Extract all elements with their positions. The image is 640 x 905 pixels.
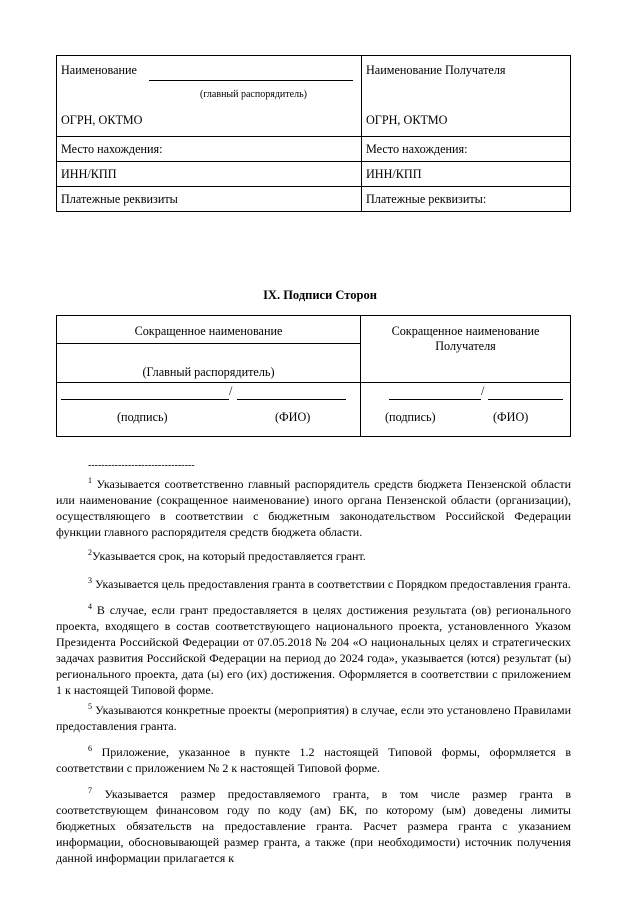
grantor-sign-line xyxy=(61,385,229,400)
grantor-name-caption: (главный распорядитель) xyxy=(200,89,307,100)
footnote-text: Указывается размер предоставляемого гранта, в том числе размер гранта в соответствующем финансовом году по коду (ам) БК, по которому (ым) доведены лимиты бюджетных обязательств на предоставление гранта. Расчет размера гранта с указанием информации, обосновывающей размер гранта, а также (при необходимости) источник получения данной информации прилагается к xyxy=(56,787,572,865)
footnote-text: Указываются конкретные проекты (мероприятия) в случае, если это установлено Правилами предоставления гранта. xyxy=(56,703,572,733)
recipient-location: Место нахождения: xyxy=(362,137,571,162)
footnote-7 xyxy=(56,786,571,866)
recipient-fio-line xyxy=(488,385,563,400)
footnote-text: Указывается срок, на который предоставляется грант. xyxy=(92,549,366,563)
recipient-name-cell xyxy=(362,56,571,137)
grantor-signature-header xyxy=(57,316,361,383)
footnote-4 xyxy=(56,602,571,698)
recipient-short-name-label: Сокращенное наименование Получателя xyxy=(391,324,540,353)
recipient-signature-header xyxy=(361,316,571,383)
footnote-1 xyxy=(56,476,571,540)
footnote-number: 1 xyxy=(88,476,92,485)
requisites-table xyxy=(56,55,571,212)
grantor-short-name-label: Сокращенное наименование xyxy=(134,324,283,338)
grantor-caption: (Главный распорядитель) xyxy=(142,365,275,379)
grantor-ogrn-label: ОГРН, ОКТМО xyxy=(61,113,143,127)
footnote-number: 6 xyxy=(88,744,92,753)
grantor-payment: Платежные реквизиты xyxy=(57,187,362,212)
grantor-fio-label: (ФИО) xyxy=(275,410,311,424)
recipient-sign-label: (подпись) xyxy=(385,410,436,424)
footnote-number: 7 xyxy=(88,786,92,795)
section-title: IX. Подписи Сторон xyxy=(263,288,377,302)
recipient-ogrn-label: ОГРН, ОКТМО xyxy=(366,113,448,127)
grantor-name-cell xyxy=(57,56,362,137)
grantor-fio-line xyxy=(237,385,346,400)
footnote-number: 2 xyxy=(88,548,92,557)
grantor-name-label: Наименование xyxy=(61,63,137,77)
recipient-name-label: Наименование Получателя xyxy=(366,63,506,77)
footnote-number: 4 xyxy=(88,602,92,611)
footnote-text: Приложение, указанное в пункте 1.2 настоящей Типовой формы, оформляется в соответствии с приложением № 2 к настоящей Типовой форме. xyxy=(56,745,572,775)
grantor-sign-label: (подпись) xyxy=(117,410,168,424)
footnote-6 xyxy=(56,744,571,776)
footnote-2 xyxy=(56,548,571,564)
footnote-5 xyxy=(56,702,571,734)
signatures-table xyxy=(56,315,571,437)
recipient-inn: ИНН/КПП xyxy=(362,162,571,187)
grantor-location: Место нахождения: xyxy=(57,137,362,162)
grantor-name-line xyxy=(149,80,353,81)
recipient-sign-line xyxy=(389,385,481,400)
grantor-signature-cell xyxy=(57,383,361,437)
footnote-text: Указывается цель предоставления гранта в соответствии с Порядком предоставления гранта. xyxy=(95,577,571,591)
recipient-fio-label: (ФИО) xyxy=(493,410,529,424)
footnote-number: 5 xyxy=(88,702,92,711)
footnote-text: В случае, если грант предоставляется в целях достижения результата (ов) регионального проекта, входящего в состав соответствующего национального проекта, установленного Указом Президента Российской Федерации от 07.05.2018 № 204 «О национальных целях и стратегических задачах развития Российской Федерации на период до 2024 года», указывается (ются) результат (ы) регионального проекта, дата (ы) его (их) достижения. Оформляется в соответствии с приложением 1 к настоящей Типовой форме. xyxy=(56,603,571,697)
footnote-text: Указывается соответственно главный распорядитель средств бюджета Пензенской области или наименование (сокращенное наименование) иного органа Пензенской области (организации), осуществляющего в соответствии с бюджетным законодательством Российской Федерации функции главного распорядителя средств бюджета области. xyxy=(56,477,572,539)
recipient-payment: Платежные реквизиты: xyxy=(362,187,571,212)
recipient-slash: / xyxy=(481,384,485,398)
grantor-inn: ИНН/КПП xyxy=(57,162,362,187)
grantor-slash: / xyxy=(229,384,233,398)
recipient-signature-cell xyxy=(361,383,571,437)
inner-divider xyxy=(57,343,360,344)
footnote-separator: -------------------------------- xyxy=(88,460,195,471)
footnote-number: 3 xyxy=(88,576,92,585)
footnote-3 xyxy=(56,576,571,592)
